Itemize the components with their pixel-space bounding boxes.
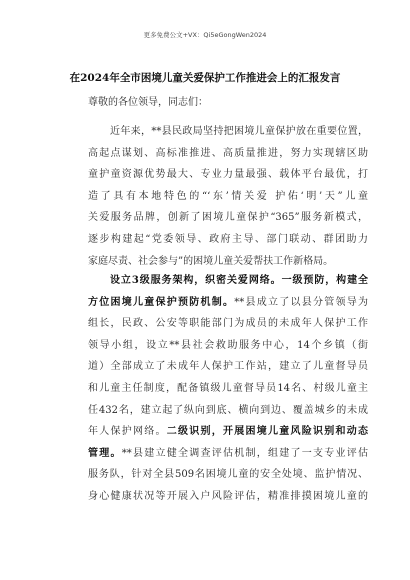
paragraph-2-line: 和儿童主任制度，配备镇级儿童督导员14名、村级儿童主: [88, 382, 368, 394]
paragraph-2-line: 任432名，建立起了纵向到底、横向到边、覆盖城乡的未成: [88, 404, 368, 416]
paragraph-2-line: [88, 270, 368, 292]
paragraph-2-line: 领导小组，设立**县社会救助服务中心，14个乡镇（街: [88, 339, 368, 351]
paragraph-2-line: 服务队，针对全县509名困境儿童的安全处境、监护情况、: [88, 469, 368, 481]
paragraph-1-line: 童护童资源优势最大、专业力量最强、载体平台最优，打: [88, 169, 368, 181]
body-text: **县建立健全调查评估机制，组建了一支专业评估: [121, 447, 368, 459]
paragraph-1: [88, 121, 368, 272]
greeting-line: 尊敬的各位领导，同志们：: [88, 97, 208, 108]
body-text: 年人保护网络。: [88, 426, 167, 438]
paragraph-2-line: 组长，民政、公安等职能部门为成员的未成年人保护工作: [88, 318, 368, 330]
paragraph-2-line: [88, 292, 368, 314]
paragraph-1-line: 家庭尽责、社会参与”的困境儿童关爱帮扶工作新格局。: [88, 255, 334, 267]
paragraph-1-line: 造了具有本地特色的“‘东’情关爱 护佑‘明’天”儿童: [88, 190, 368, 202]
paragraph-1-line: 高起点谋划、高标准推进、高质量推进，努力实现辖区助: [88, 147, 368, 159]
paragraph-2-line: 身心健康状况等开展入户风险评估，精准排摸困境儿童的: [88, 490, 368, 502]
paragraph-2-line: [88, 443, 368, 465]
paragraph-1-line: 逐步构建起“党委领导、政府主导、部门联动、群团助力: [88, 233, 368, 245]
document-title: 在2024年全市困境儿童关爱保护工作推进会上的汇报发言: [69, 72, 341, 84]
paragraph-1-line: 近年来，**县民政局坚持把困境儿童保护放在重要位置，: [110, 126, 368, 137]
bold-heading: 二级识别，开展困境儿童风险识别和动态: [166, 426, 368, 438]
body-text: **县成立了以县分管领导为: [234, 296, 368, 308]
paragraph-1-line: 关爱服务品牌，创新了困境儿童保护“365”服务新模式，: [88, 212, 368, 224]
paragraph-2-line: [88, 421, 368, 443]
bold-heading: 设立3级服务架构，织密关爱网络。一级预防，构建全: [110, 275, 368, 286]
bold-heading: 管理。: [88, 447, 122, 459]
paragraph-2: [88, 270, 368, 508]
watermark-text: 更多免费公文+VX：Qi5eGongWen2024: [143, 31, 267, 39]
bold-heading: 方位困境儿童保护预防机制。: [88, 296, 235, 308]
paragraph-2-line: 道）全部成立了未成年人保护工作站，建立了儿童督导员: [88, 361, 368, 373]
